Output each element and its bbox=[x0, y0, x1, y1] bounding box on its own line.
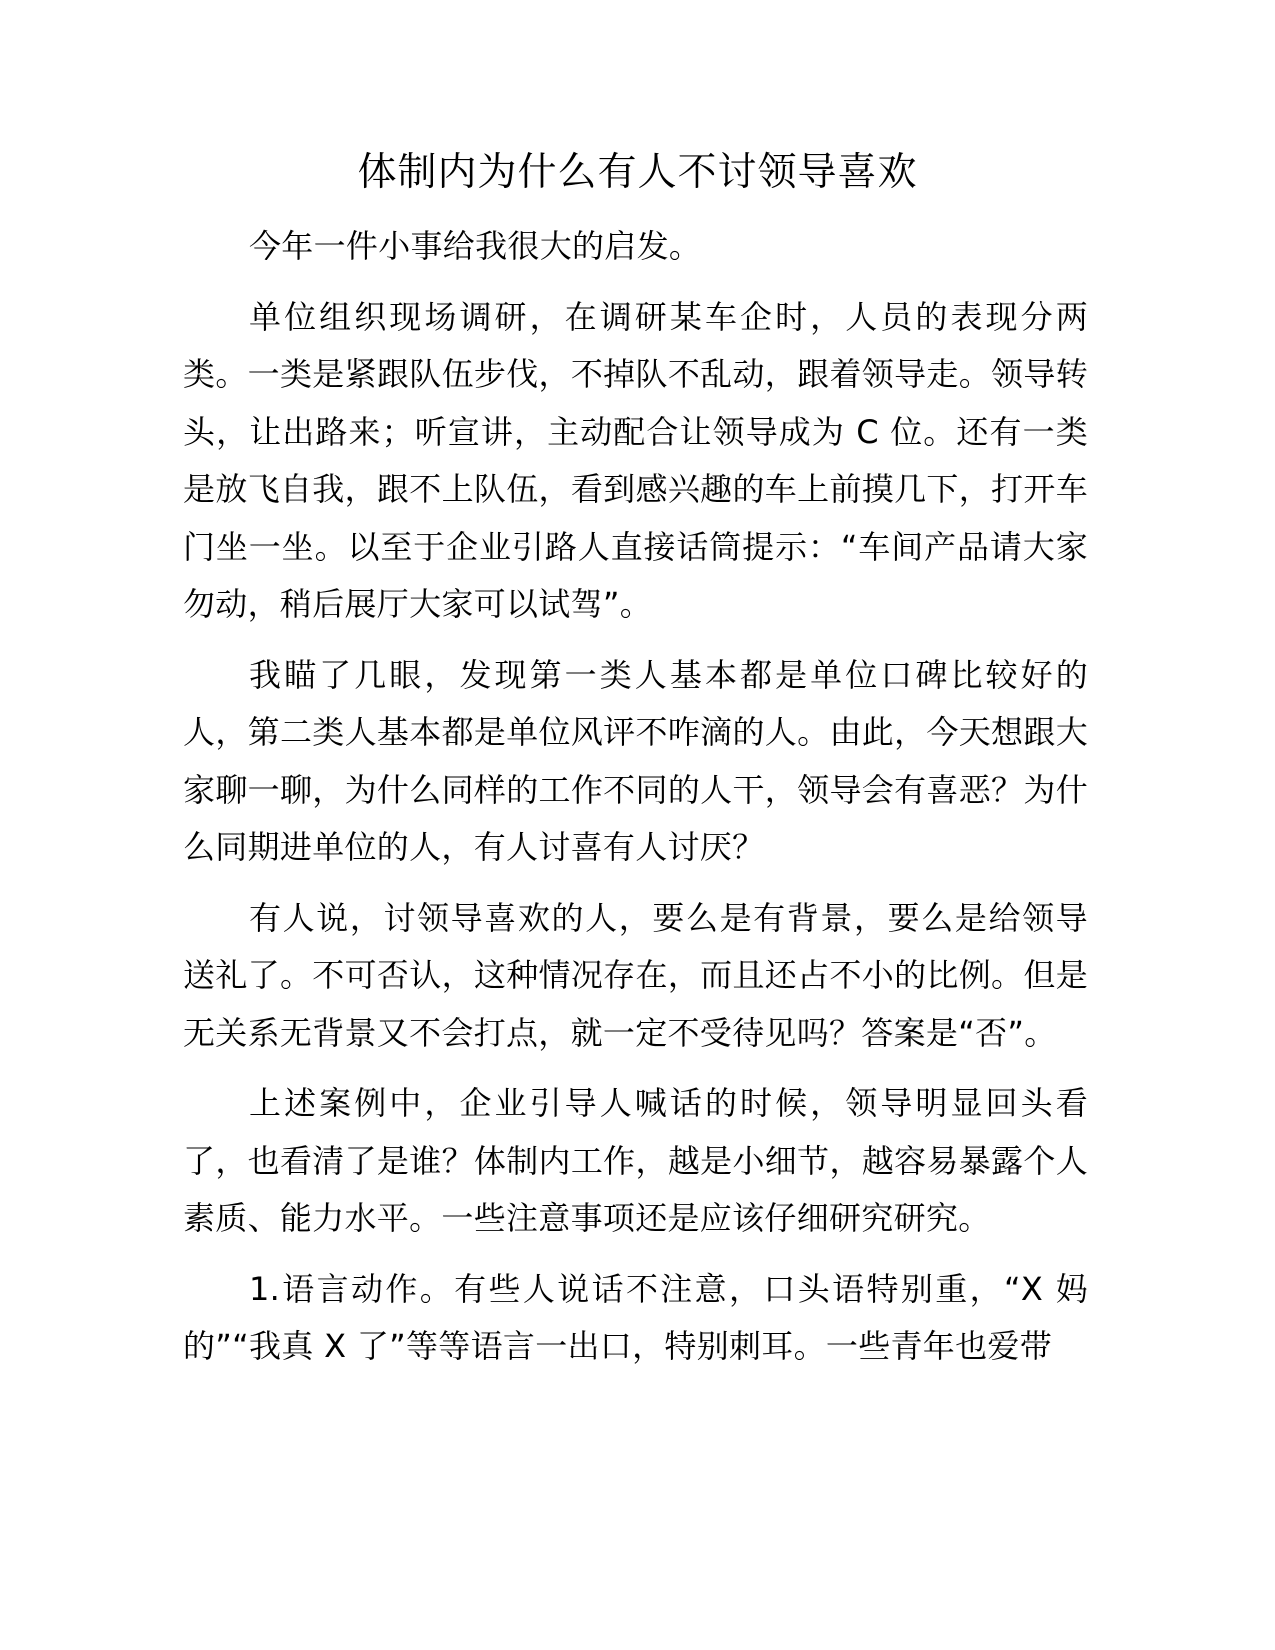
paragraph-2: 单位组织现场调研，在调研某车企时，人员的表现分两类。一类是紧跟队伍步伐，不掉队不乱动，跟着领导走。领导转头，让出路来；听宣讲，主动配合让领导成为 C 位。还有一类是放飞自我，跟不上队伍，看到感兴趣的车上前摸几下，打开车门坐一坐。以至于企业引路人直接话筒提示：“车间产品请大家勿动，稍后展厅大家可以试驾”。 bbox=[183, 297, 1088, 623]
paragraph-3: 我瞄了几眼，发现第一类人基本都是单位口碑比较好的人，第二类人基本都是单位风评不咋滴的人。由此，今天想跟大家聊一聊，为什么同样的工作不同的人干，领导会有喜恶？为什么同期进单位的人，有人讨喜有人讨厌？ bbox=[183, 655, 1088, 866]
paragraph-6: 1.语言动作。有些人说话不注意，口头语特别重，“X 妈的”“我真 X 了”等等语言一出口，特别刺耳。一些青年也爱带 bbox=[183, 1269, 1088, 1365]
paragraph-4: 有人说，讨领导喜欢的人，要么是有背景，要么是给领导送礼了。不可否认，这种情况存在，而且还占不小的比例。但是无关系无背景又不会打点，就一定不受待见吗？答案是“否”。 bbox=[183, 898, 1088, 1052]
paragraph-1: 今年一件小事给我很大的启发。 bbox=[249, 227, 702, 265]
paragraph-5: 上述案例中，企业引导人喊话的时候，领导明显回头看了，也看清了是谁？体制内工作，越是小细节，越容易暴露个人素质、能力水平。一些注意事项还是应该仔细研究研究。 bbox=[183, 1084, 1088, 1237]
document-body bbox=[183, 218, 1088, 1389]
document-title: 体制内为什么有人不讨领导喜欢 bbox=[357, 150, 918, 195]
